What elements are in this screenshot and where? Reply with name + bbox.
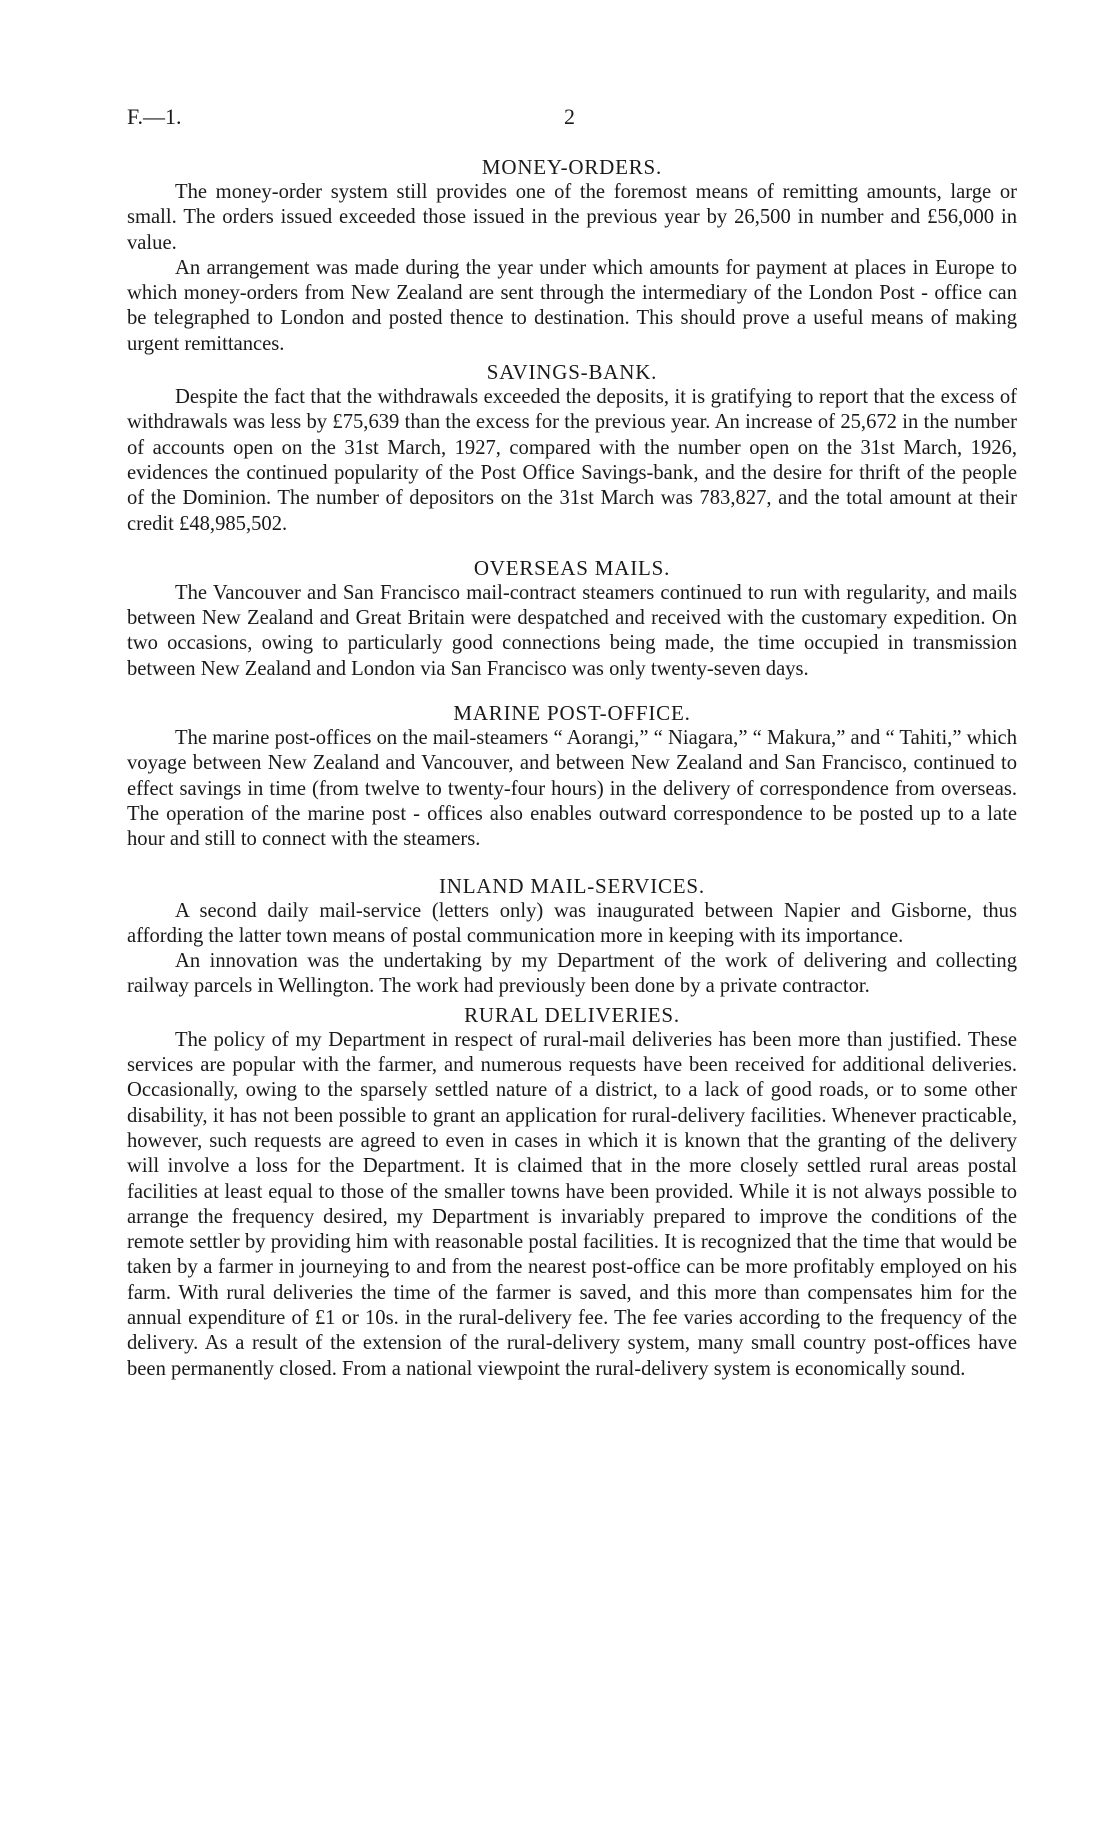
section-overseas-mails — [127, 555, 1017, 682]
section-marine-post-office — [127, 700, 1017, 852]
section-heading: RURAL DELIVERIES. — [464, 1002, 680, 1027]
paragraph: The policy of my Department in respect of rural-mail deliveries has been more than justified. These services are popular with the farmer, and numerous requests have been received for additional deliveries. Occasionally, owing to the sparsely settled nature of a district, to a lack of good roads, or to some other disability, it has not been possible to grant an application for rural-delivery facilities. Whenever practicable, however, such requests are agreed to even in cases in which it is known that the granting of the delivery will involve a loss for the Department. It is claimed that in the more closely settled rural areas postal facilities at least equal to those of the smaller towns have been provided. While it is not always possible to arrange the frequency desired, my Department is invariably prepared to improve the conditions of the remote settler by providing him with reasonable postal facilities. It is recognized that the time that would be taken by a farmer in journeying to and from the nearest post-office can be more profitably employed on his farm. With rural deliveries the time of the farmer is saved, and this more than compensates him for the annual expenditure of £1 or 10s. in the rural-delivery fee. The fee varies according to the frequency of the delivery. As a result of the extension of the rural-delivery system, many small country post-offices have been permanently closed. From a national viewpoint the rural-delivery system is economically sound. — [127, 1028, 1017, 1380]
section-savings-bank — [127, 359, 1017, 537]
section-heading: MONEY-ORDERS. — [481, 155, 663, 179]
section-rural-deliveries — [127, 1002, 1017, 1382]
page-body — [127, 154, 1017, 1382]
section-money-orders — [127, 154, 1017, 357]
paragraph: An innovation was the undertaking by my Department of the work of delivering and collecting railway parcels in Wellington. The work had previously been done by a private contractor. — [127, 950, 1017, 998]
document-reference: F.—1. — [127, 104, 182, 129]
paragraph: A second daily mail-service (letters only) was inaugurated between Napier and Gisborne, thus affording the latter town means of postal communication more in keeping with its importance. — [127, 899, 1017, 947]
section-heading: OVERSEAS MAILS. — [473, 555, 671, 580]
paragraph: The marine post-offices on the mail-steamers “ Aorangi,” “ Niagara,” “ Makura,” and “ Tahiti,” which voyage between New Zealand and Vancouver, and between New Zealand and San Francisco, continued to effect savings in time (from twelve to twenty-four hours) in the delivery of correspondence from overseas. The operation of the marine post - offices also enables outward correspondence to be posted up to a late hour and still to connect with the steamers. — [127, 727, 1017, 851]
paragraph: Despite the fact that the withdrawals exceeded the deposits, it is gratifying to report that the excess of withdrawals was less by £75,639 than the excess for the previous year. An increase of 25,672 in the number of accounts open on the 31st March, 1927, compared with the number open on the 31st March, 1926, evidences the continued popularity of the Post Office Savings-bank, and the desire for thrift of the people of the Dominion. The number of depositors on the 31st March was 783,827, and the total amount at their credit £48,985,502. — [127, 386, 1017, 535]
section-heading: MARINE POST-OFFICE. — [453, 701, 691, 726]
paragraph: The money-order system still provides one of the foremost means of remitting amounts, large or small. The orders issued exceeded those issued in the previous year by 26,500 in number and £56,000 in value. — [127, 181, 1017, 254]
paragraph: The Vancouver and San Francisco mail-contract steamers continued to run with regularity, and mails between New Zealand and Great Britain were despatched and received with the customary expedition. On two occasions, owing to particularly good connections being made, the time occupied in transmission between New Zealand and London via San Francisco was only twenty-seven days. — [127, 581, 1017, 680]
section-heading: SAVINGS-BANK. — [486, 360, 658, 385]
page-number: 2 — [564, 104, 575, 129]
paragraph: An arrangement was made during the year under which amounts for payment at places in Europe to which money-orders from New Zealand are sent through the intermediary of the London Post - office can be telegraphed to London and posted thence to destination. This should prove a useful means of making urgent remittances. — [127, 256, 1017, 355]
section-inland-mail-services — [127, 873, 1017, 1000]
section-heading: INLAND MAIL-SERVICES. — [439, 873, 705, 898]
